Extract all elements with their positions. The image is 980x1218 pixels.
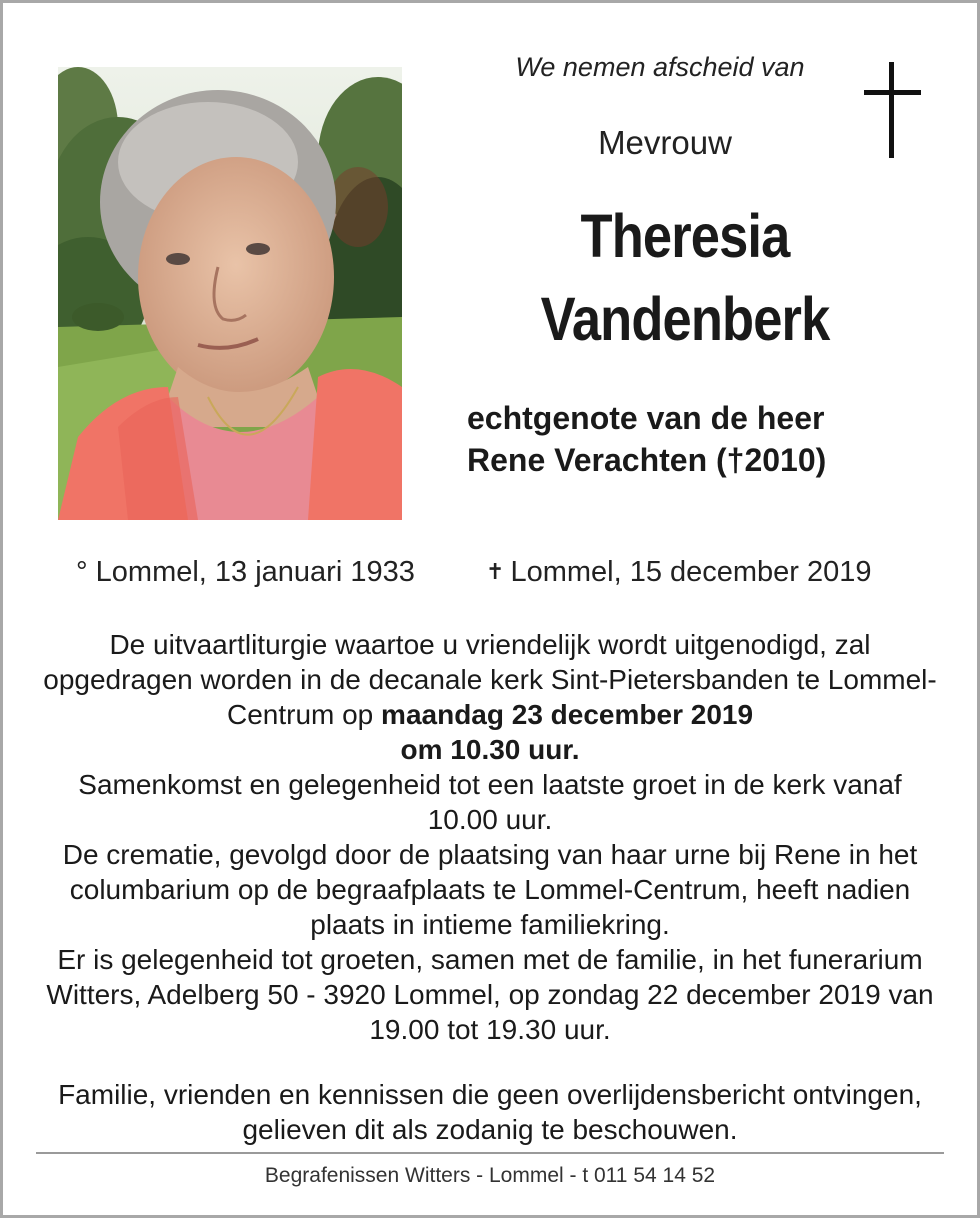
cremation-paragraph: De crematie, gevolgd door de plaatsing van haar urne bij Rene in het columbarium op de begraafplaats te Lommel-Centrum, heeft nadien plaats in intieme familiekring. <box>62 839 918 940</box>
death-cross-icon: ✝ <box>486 559 505 584</box>
liturgy-date: maandag 23 december 2019 <box>381 699 754 730</box>
last-name: Vandenberk <box>540 285 830 353</box>
life-dates <box>0 556 980 596</box>
spouse-line-1: echtgenote van de heer <box>467 400 825 436</box>
spouse-line-2: Rene Verachten (†2010) <box>467 442 827 478</box>
closing-note: Familie, vrienden en kennissen die geen overlijdensbericht ontvingen, gelieven dit als zodanig te beschouwen. <box>58 1079 922 1145</box>
visitation-paragraph: Er is gelegenheid tot groeten, samen met de familie, in het funerarium Witters, Adelberg 50 - 3920 Lommel, op zondag 22 december 2019 van 19.00 tot 19.30 uur. <box>46 944 934 1045</box>
portrait-photo <box>58 67 402 520</box>
spouse-info <box>467 397 947 481</box>
liturgy-paragraph <box>40 627 940 767</box>
liturgy-text: De uitvaartliturgie waartoe u vriendelijk wordt uitgenodigd, zal opgedragen worden in de decanale kerk Sint-Pietersbanden te Lommel-Centrum op <box>43 629 937 730</box>
liturgy-time: om 10.30 uur. <box>400 734 580 765</box>
gathering-paragraph: Samenkomst en gelegenheid tot een laatste groet in de kerk vanaf 10.00 uur. <box>78 769 902 835</box>
honorific: Mevrouw <box>598 124 732 161</box>
funeral-home-footer: Begrafenissen Witters - Lommel - t 011 54 14 52 <box>264 1164 716 1187</box>
death-date: Lommel, 15 december 2019 <box>510 556 872 588</box>
footer-divider <box>36 1152 944 1154</box>
first-name: Theresia <box>580 202 790 270</box>
ceremony-details <box>40 627 940 1047</box>
cross-icon <box>864 62 922 160</box>
intro-text: We nemen afscheid van <box>515 52 805 82</box>
birth-date: ° Lommel, 13 januari 1933 <box>76 556 415 588</box>
death-date-group <box>486 556 872 589</box>
